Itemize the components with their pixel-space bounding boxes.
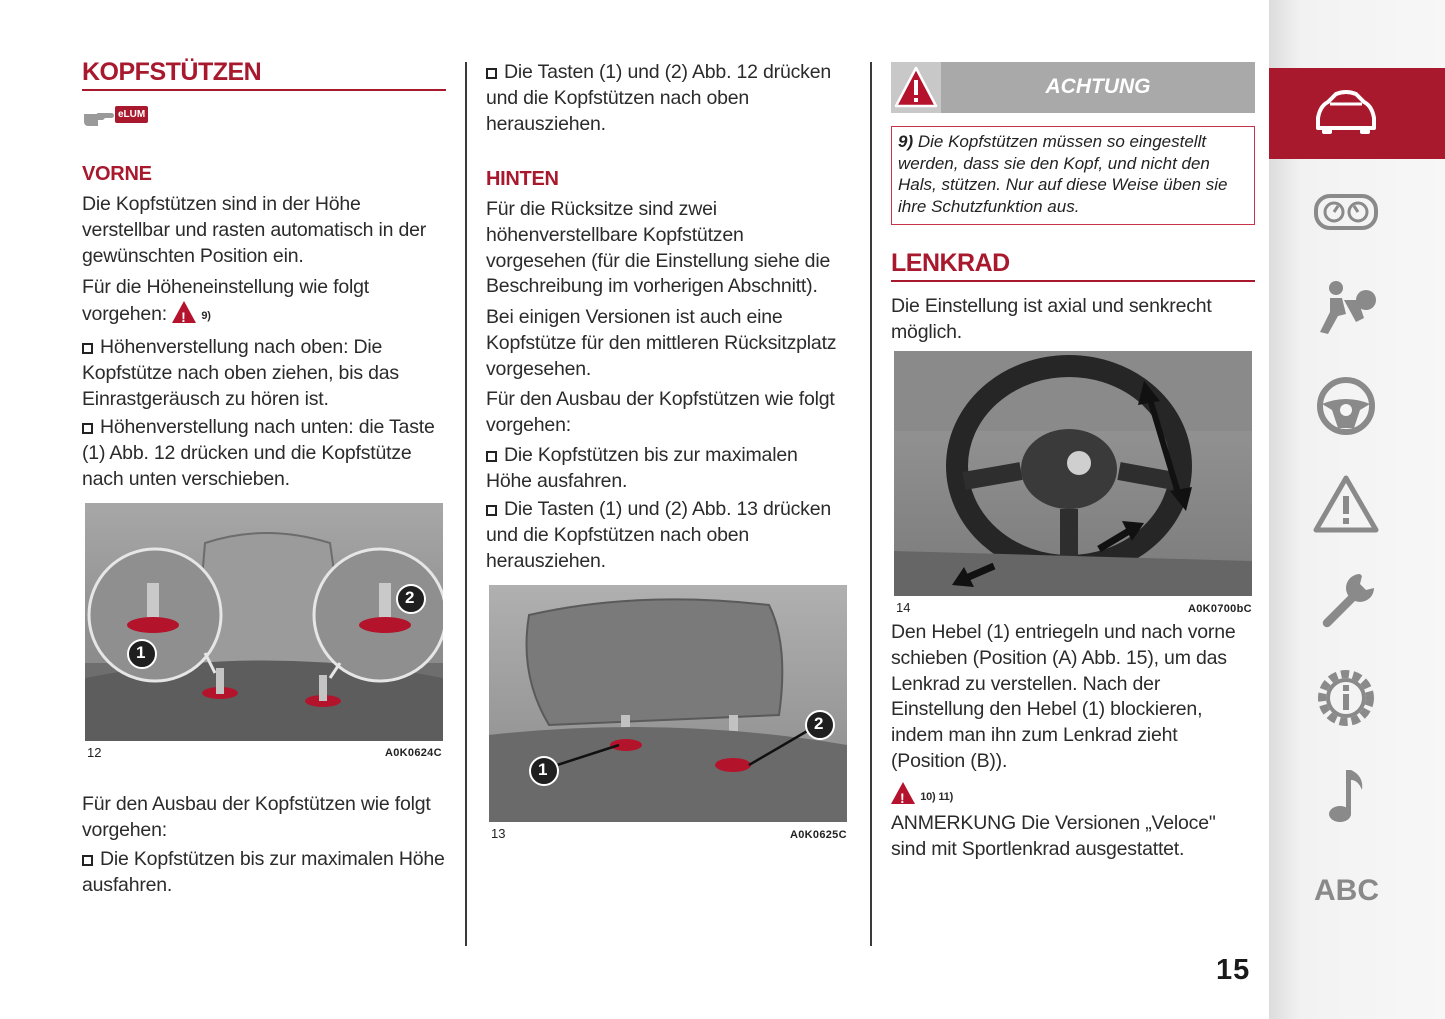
- warning-icon: [891, 782, 915, 804]
- warning-icon: [891, 62, 941, 113]
- warning-number: 9): [898, 132, 914, 151]
- pointing-hand-icon: [82, 106, 116, 130]
- checkbox-bullet-icon: [82, 343, 93, 354]
- column-divider: [870, 62, 872, 946]
- section-title-lenkrad: LENKRAD: [891, 249, 1255, 282]
- elum-badge: [82, 104, 152, 132]
- paragraph: Die Einstellung ist axial und senkrecht möglich.: [891, 295, 1212, 343]
- paragraph: Für die Rücksitze sind zwei höhenverstellbare Kopfstützen vorgesehen (für die Einstellung siehe die Beschreibung im vorherigen Abschnitt).: [486, 198, 831, 298]
- warning-refs: ! 10) 11): [891, 782, 1255, 811]
- paragraph: Bei einigen Versionen ist auch eine Kopfstütze für den mittleren Rücksitzplatz vorgesehen.: [486, 306, 837, 380]
- warning-text: Die Kopfstützen müssen so eingestellt werden, dass sie den Kopf, und nicht den Hals, stützen. Nur auf diese Weise üben sie ihre Schutzfunktion aus.: [898, 132, 1228, 216]
- paragraph: ANMERKUNG Die Versionen „Veloce" sind mit Sportlenkrad ausgestattet.: [891, 812, 1216, 860]
- elum-label: eLUM: [115, 106, 148, 123]
- bullet-item: Die Tasten (1) und (2) Abb. 13 drücken und die Kopfstützen nach oben herausziehen.: [486, 498, 831, 572]
- subheading-vorne: VORNE: [82, 163, 152, 185]
- figure-number: 13: [491, 826, 506, 841]
- warning-icon: [172, 301, 196, 323]
- checkbox-bullet-icon: [486, 451, 497, 462]
- callout-1: 1: [136, 643, 146, 662]
- info-gear-icon[interactable]: [1310, 668, 1382, 728]
- checkbox-bullet-icon: [82, 855, 93, 866]
- warning-ref: 9): [201, 309, 211, 322]
- page-number: 15: [1216, 954, 1251, 986]
- airbag-icon[interactable]: [1310, 278, 1382, 338]
- warning-triangle-icon[interactable]: [1310, 474, 1382, 534]
- paragraph: Für die Höheneinstellung wie folgt vorgehen: ! 9): [82, 275, 446, 330]
- checkbox-bullet-icon: [82, 423, 93, 434]
- paragraph: Für den Ausbau der Kopfstützen wie folgt vorgehen:: [82, 793, 431, 841]
- figure-12-front-headrest: [85, 503, 443, 741]
- figure-code: A0K0625C: [790, 829, 847, 841]
- section-title-kopfstuetzen: KOPFSTÜTZEN: [82, 58, 446, 91]
- subheading-hinten: HINTEN: [486, 168, 559, 190]
- dashboard-icon[interactable]: [1310, 182, 1382, 242]
- checkbox-bullet-icon: [486, 505, 497, 516]
- checkbox-bullet-icon: [486, 68, 497, 79]
- paragraph: Den Hebel (1) entriegeln und nach vorne schieben (Position (A) Abb. 15), um das Lenkrad zu verstellen. Nach der Einstellung den Hebel (1) blockieren, indem man ihn zum Lenkrad zieht (Position (B)).: [891, 621, 1236, 772]
- achtung-banner: [891, 62, 1255, 113]
- figure-14-steering-wheel: [894, 351, 1252, 596]
- callout-2: 2: [405, 588, 415, 607]
- bullet-item: Höhenverstellung nach unten: die Taste (1) Abb. 12 drücken und die Kopfstütze nach unten verschieben.: [82, 416, 435, 490]
- callout-1: 1: [538, 760, 548, 779]
- paragraph: Für den Ausbau der Kopfstützen wie folgt vorgehen:: [486, 388, 835, 436]
- figure-number: 14: [896, 600, 911, 615]
- bullet-item: Die Kopfstützen bis zur maximalen Höhe ausfahren.: [82, 848, 445, 896]
- figure-code: A0K0624C: [385, 747, 442, 759]
- bullet-item: Höhenverstellung nach oben: Die Kopfstütze nach oben ziehen, bis das Einrastgeräusch zu hören ist.: [82, 336, 399, 410]
- sidebar-item-abc[interactable]: ABC: [1314, 874, 1379, 907]
- warning-note: [891, 126, 1255, 225]
- figure-13-rear-headrest: [489, 585, 847, 822]
- paragraph: Die Kopfstützen sind in der Höhe verstellbar und rasten automatisch in der gewünschten Position ein.: [82, 193, 427, 267]
- bullet-item: Die Tasten (1) und (2) Abb. 12 drücken und die Kopfstützen nach oben herausziehen.: [486, 61, 831, 135]
- figure-number: 12: [87, 745, 102, 760]
- callout-2: 2: [814, 714, 824, 733]
- figure-code: A0K0700bC: [1188, 603, 1252, 615]
- steering-wheel-icon[interactable]: [1310, 376, 1382, 436]
- music-note-icon[interactable]: [1310, 766, 1382, 826]
- car-icon[interactable]: [1310, 82, 1382, 142]
- achtung-label: ACHTUNG: [1045, 75, 1151, 98]
- bullet-item: Die Kopfstützen bis zur maximalen Höhe ausfahren.: [486, 444, 798, 492]
- column-divider: [465, 62, 467, 946]
- wrench-icon[interactable]: [1310, 570, 1382, 630]
